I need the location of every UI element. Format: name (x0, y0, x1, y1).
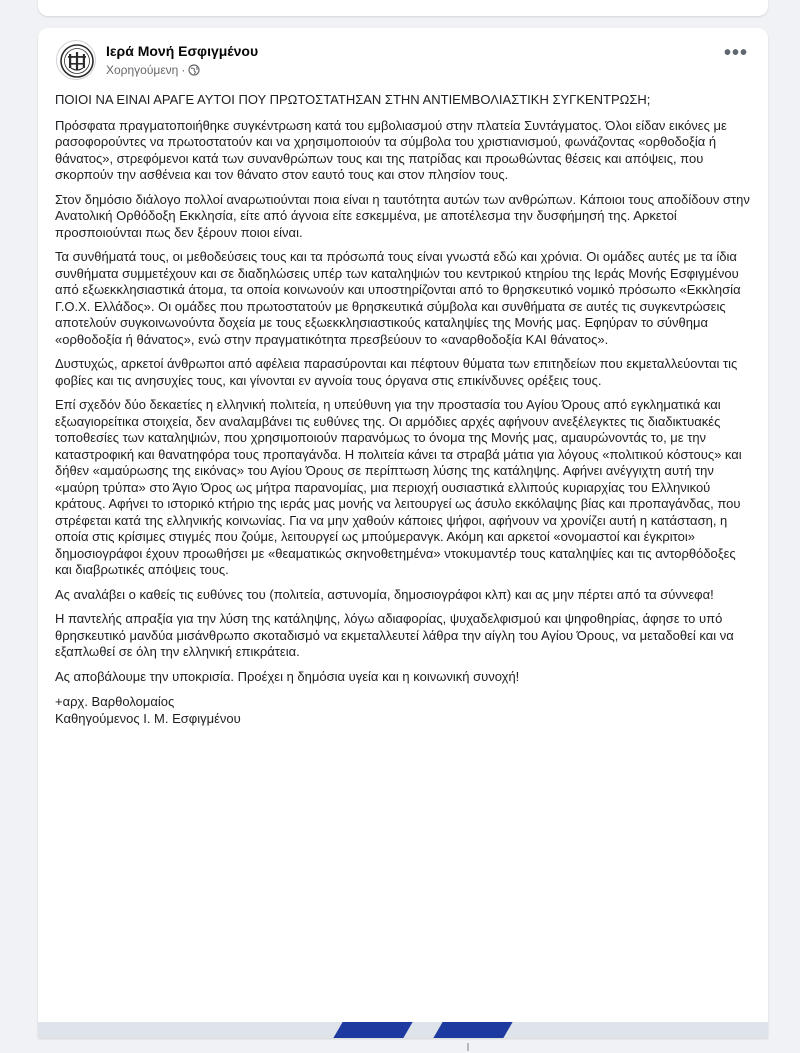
media-stripe (333, 1022, 412, 1038)
monastery-logo-icon (57, 41, 97, 81)
paragraph-4: Δυστυχώς, αρκετοί άνθρωποι από αφέλεια παρασύρονται και πέφτουν θύματα των επιτηδείων που εκμεταλλεύονται τις φοβίες και τις ανησυχίες τους, και γίνονται εν αγνοία τους όργανα στις επικίνδυνες ορέξεις τους. (55, 356, 738, 388)
more-options-icon[interactable]: ••• (723, 42, 748, 64)
page-name[interactable]: Ιερά Μονή Εσφιγμένου (106, 43, 259, 59)
signature (55, 693, 755, 727)
media-stripe (433, 1022, 512, 1038)
globe-icon[interactable] (188, 64, 200, 76)
post-text (55, 92, 755, 727)
post-header (56, 40, 750, 84)
page-avatar[interactable] (56, 40, 96, 80)
previous-post-card (38, 0, 768, 16)
paragraph-8: Ας αποβάλουμε την υποκρισία. Προέχει η δημόσια υγεία και η κοινωνική συνοχή! (55, 668, 520, 684)
post-meta (106, 63, 200, 77)
sponsored-post (38, 28, 768, 1038)
paragraph-1: Πρόσφατα πραγματοποιήθηκε συγκέντρωση κατά του εμβολιασμού στην πλατεία Συντάγματος. Όλοι είδαν εικόνες με ρασοφορούντες να πρωτοστατούν και να χρησιμοποιούν τα σύμβολα του χριστιανισμού, φωνάζοντας «ορθοδοξία ή θάνατος», στρεφόμενοι κατά των συνανθρώπων τους και της πατρίδας και προωθώντας θέσεις και απόψεις, που σκορπούν την ασθένεια και τον θάνατο στον εαυτό τους και στον πλησίον τους. (55, 117, 727, 182)
signature-title: Καθηγούμενος Ι. Μ. Εσφιγμένου (55, 711, 241, 726)
scrollbar-thumb[interactable] (467, 1043, 469, 1051)
paragraph-3: Τα συνθήματά τους, οι μεθοδεύσεις τους και τα πρόσωπά τους είναι γνωστά εδώ και χρόνια. Οι ομάδες αυτές με τα ίδια συνθήματα συμμετέχουν και σε διαδηλώσεις υπέρ των καταληψιών του κεντρικού κτηρίου της Ιεράς Μονής Εσφιγμένου από εξωεκκλησιαστικά άτομα, τα οποία κοινωνούν και υποστηρίζονται από το θρησκευτικό νομικό πρόσωπο «Εκκλησία Γ.Ο.Χ. Ελλάδος». Οι ομάδες που πρωτοστατούν με θρησκευτικά σύμβολα και συνθήματα σε αυτές τις συγκεντρώσεις αποτελούν συγκοινωνούντα δοχεία με τους εξωεκκλησιαστικούς καταληψίες της Μονής μας. Εφηύραν το σύνθημα «ορθοδοξία ή θάνατος», ενώ στην πραγματικότητα πρεσβεύουν το «αναρθοδοξία ΚΑΙ θάνατος». (55, 249, 741, 347)
paragraph-6: Ας αναλάβει ο καθείς τις ευθύνες του (πολιτεία, αστυνομία, δημοσιογράφοι κλπ) και ας μην πέρτει από τα σύννεφα! (55, 586, 714, 602)
paragraph-2: Στον δημόσιο διάλογο πολλοί αναρωτιούνται ποια είναι η ταυτότητα αυτών των ανθρώπων. Κάποιοι τους αποδίδουν στην Ανατολική Ορθόδοξη Εκκλησία, είτε από άγνοια είτε εσκεμμένα, με αποτέλεσμα την δυσφήμησή της. Αρκετοί προσποιούνται πως δεν ξέρουν ποιοι είναι. (55, 191, 750, 240)
signature-name: +αρχ. Βαρθολομαίος (55, 694, 175, 709)
sponsored-label[interactable]: Χορηγούμενη (106, 63, 179, 77)
paragraph-7: Η παντελής απραξία για την λύση της κατάληψης, λόγω αδιαφορίας, ψυχαδελφισμού και ψηφοθηρίας, άφησε το υπό θρησκευτικό μανδύα μισάνθρωπο σκοταδισμό να εκμεταλλευτεί λάθρα την αίγλη του Αγίου Όρους, να μεταδοθεί και να εξαπλωθεί σε όλη την ελληνική επικράτεια. (55, 611, 734, 659)
post-media-preview[interactable] (38, 1022, 768, 1038)
paragraph-5: Επί σχεδόν δύο δεκαετίες η ελληνική πολιτεία, η υπεύθυνη για την προστασία του Αγίου Όρους από εγκληματικά και εξωαγιορείτικα στοιχεία, δεν αναλαμβάνει τις ευθύνες της. Οι αρμόδιες αρχές αφήνουν ανεξέλεγκτες τις διαδικτυακές τοποθεσίες των καταληψιών, που χρησιμοποιούν παρανόμως το όνομα της Μονής μας, αμαυρώνοντάς το, με την καταστροφική και θανατηφόρα τους προπαγάνδα. Η πολιτεία κάνει τα στραβά μάτια για λόγους «πολιτικού κόστους» και δήθεν «αμαύρωσης της εικόνας» του Αγίου Όρους σε περίπτωση λύσης της κατάληψης. Αφήνει ανέγγιχτη αυτή την «μαύρη τρύπα» στο Άγιο Όρος ως μήτρα παρανομίας, μια περιοχή ουσιαστικά ελλιπούς κυριαρχίας του Ελληνικού κράτους. Αφήνει το ιστορικό κτήριο της ιεράς μας μονής να λειτουργεί ως άσυλο εκκόλαψης βίας και προπαγάνδας, που στρέφεται κατά της ελληνικής κοινωνίας. Για να μην χαθούν κάποιες ψήφοι, αφήνουν να χρονίζει αυτή η κατάσταση, η οποία στις κρίσιμες στιγμές που ζούμε, λειτουργεί ως μπούμερανγκ. Ακόμη και αρκετοί «ονομαστοί και έγκριτοι» δημοσιογράφοι έχουν προωθήσει με «θεαματικώς σκηνοθετημένα» ντοκυμαντέρ τους καταληψίες και τις αντορθόδοξες και διαβρωτικές απόψεις τους. (55, 397, 742, 577)
meta-separator: · (181, 63, 186, 77)
post-heading: ΠΟΙΟΙ ΝΑ ΕΙΝΑΙ ΑΡΑΓΕ ΑΥΤΟΙ ΠΟΥ ΠΡΩΤΟΣΤΑΤΗΣΑΝ ΣΤΗΝ ΑΝΤΙΕΜΒΟΛΙΑΣΤΙΚΗ ΣΥΓΚΕΝΤΡΩΣΗ; (55, 92, 651, 107)
